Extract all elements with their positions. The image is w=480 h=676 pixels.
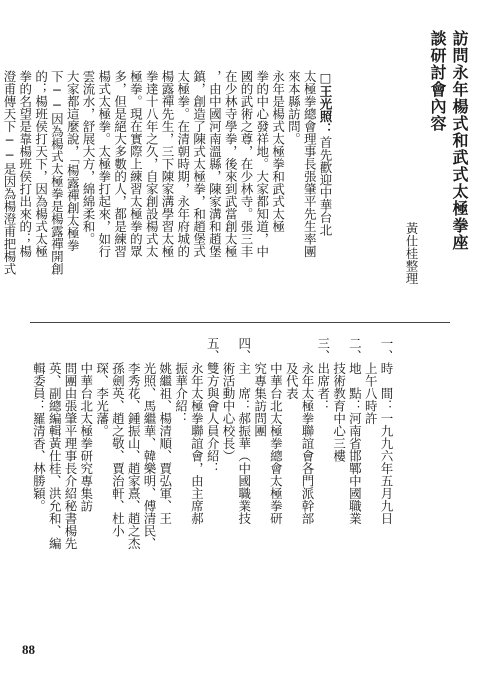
body-text-column: 鎮，創造了陳式太極拳，和趙堡式 bbox=[191, 70, 207, 258]
body-text-column: 楊露禪先生，三下陳家溝學習太極 bbox=[160, 70, 175, 258]
body-text-column: 振華介紹： bbox=[173, 337, 189, 425]
body-text-column: 中華台北太極拳研究專集訪 bbox=[78, 337, 94, 512]
body-text-column: 究專集訪問團 bbox=[252, 337, 268, 437]
page-number: 88 bbox=[22, 642, 35, 657]
body-text-column: ，由中國河南溫縣，陳家溝和趙堡 bbox=[207, 70, 223, 258]
body-text-column: 國的武術之尊，在少林寺。張三丰 bbox=[239, 70, 254, 258]
body-text-column: 中華台北太極拳總會太極拳研 bbox=[268, 337, 284, 525]
body-text-column: 的；楊班侯打天下，因為楊式太極 bbox=[33, 70, 49, 258]
body-text-column: 琛、李光藩。 bbox=[94, 337, 110, 437]
title-column: 訪問永年楊式和武式太極拳座 bbox=[450, 30, 469, 251]
body-text-column: 拳的名望是靠楊班侯打出來的；楊 bbox=[17, 70, 33, 258]
body-text-column: 永年太極拳聯誼會，由主席郝 bbox=[189, 337, 205, 525]
section-divider bbox=[30, 322, 450, 323]
body-text-column: 技術教育中心三樓 bbox=[331, 337, 347, 462]
body-text-column: 來本縣訪問。 bbox=[286, 70, 302, 145]
body-text-column: 三、出席者： bbox=[315, 337, 331, 412]
body-text-column: 一、時 間：一九九六年五月九日 bbox=[379, 337, 394, 525]
body-text-column: 光照、馬繼華、韓樂明、傅清民、 bbox=[142, 337, 157, 550]
body-text-column: 拳達十八年之久，自家創設楊式太 bbox=[144, 70, 160, 258]
author-credit: 黃仕桂整理 bbox=[404, 222, 419, 285]
body-text-column: 拳的中心發祥地。大家都知道，中 bbox=[254, 70, 270, 258]
body-text-column: 下──因為楊式太極拳是楊露禪開創 bbox=[49, 70, 65, 275]
body-text-column: 術活動中心校長） bbox=[221, 337, 236, 462]
body-text-column: 英、副總編輯黃仕桂、洪允和、編 bbox=[47, 337, 63, 550]
body-text-column: 首先歡迎中華台北 bbox=[318, 136, 333, 236]
body-text-column: 問團由張肇平理事長介紹秘書楊先 bbox=[63, 337, 78, 550]
body-text-column: 多，但是絕大多數的人，都是練習 bbox=[112, 70, 128, 258]
body-text-column: 大家都這麼說，「楊露禪創太極拳 bbox=[65, 70, 81, 252]
body-text-column: 二、地 點：河南省邯鄲中國職業 bbox=[347, 337, 363, 525]
body-text-column: 姚繼祖、楊清順、賈弘軍、王 bbox=[157, 337, 173, 525]
body-text-column: 楊式太極拳。太極拳打起來，如行 bbox=[96, 70, 112, 258]
body-text-column: 澄甫傳天下──是因為楊澄甫把楊式 bbox=[2, 70, 17, 275]
body-text-column: 永年太極拳聯誼會各門派幹部 bbox=[300, 337, 315, 525]
body-text-column: 極拳。現在實際上練習太極拳的眾 bbox=[128, 70, 144, 258]
body-text-column: 上午八時許 bbox=[363, 337, 379, 425]
body-text-column: 孫劍英、趙之敬、賈治軒、杜小 bbox=[110, 337, 126, 537]
body-text-column: 五、雙方與會人員介紹： bbox=[205, 337, 221, 475]
title-column: 談研討會內容 bbox=[428, 30, 447, 132]
body-text-column: 輯委員：羅清香、林勝穎。 bbox=[31, 337, 47, 512]
body-text-column: 太極拳總會理事長張肇平先生率團 bbox=[302, 70, 318, 258]
body-text-column: 太極拳。在清朝時期，永年府城的 bbox=[175, 70, 191, 258]
body-text-column: 雲流水，舒展大方，綿綿柔和。 bbox=[81, 70, 96, 245]
body-text-column: 永年是楊式太極拳和武式太極 bbox=[270, 70, 286, 233]
speaker-label: □王光照： bbox=[318, 70, 333, 135]
body-text-column: 四、主 席：郝振華（中國職業技 bbox=[236, 337, 252, 525]
body-text-column: 李秀花、鍾振山、趙家熹、趙之杰 bbox=[126, 337, 142, 550]
body-text-column: 及代表 bbox=[284, 337, 300, 400]
body-text-column: 在少林寺學拳，後來到武當創太極 bbox=[223, 70, 239, 258]
